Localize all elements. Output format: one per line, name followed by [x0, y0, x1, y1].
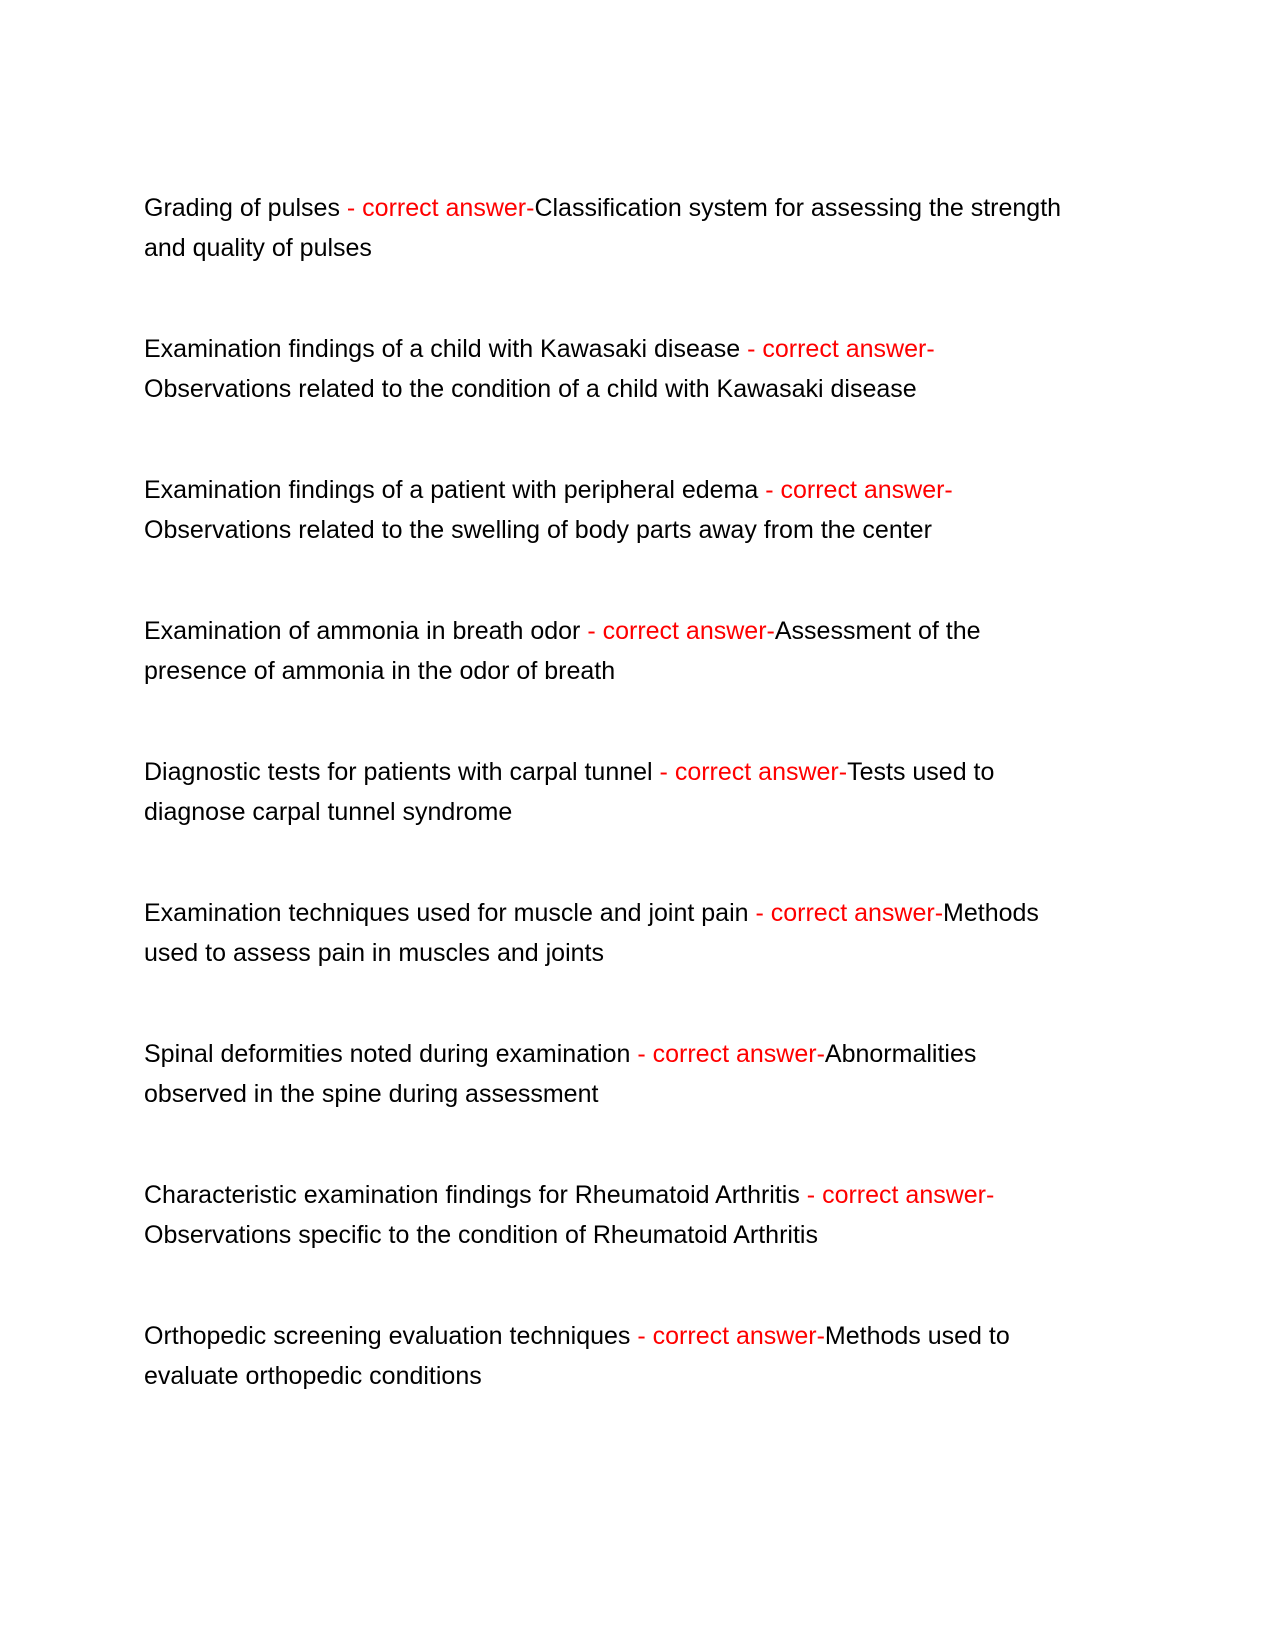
qa-entry — [144, 329, 1069, 409]
qa-entry — [144, 1316, 1069, 1396]
qa-term: Diagnostic tests for patients with carpal tunnel — [144, 758, 660, 786]
qa-definition: Observations related to the condition of a child with Kawasaki disease — [144, 375, 917, 403]
qa-entry — [144, 611, 1069, 691]
qa-definition: Assessment of the presence of ammonia in the odor of breath — [144, 617, 981, 685]
qa-definition: Tests used to diagnose carpal tunnel syndrome — [144, 758, 995, 826]
qa-entry — [144, 752, 1069, 832]
qa-definition: Observations related to the swelling of body parts away from the center — [144, 516, 932, 544]
correct-answer-marker: - correct answer- — [587, 617, 775, 645]
qa-definition: Classification system for assessing the strength and quality of pulses — [144, 194, 1062, 262]
qa-term: Characteristic examination findings for Rheumatoid Arthritis — [144, 1181, 807, 1209]
qa-definition: Observations specific to the condition of Rheumatoid Arthritis — [144, 1221, 818, 1249]
correct-answer-marker: - correct answer- — [659, 758, 848, 786]
correct-answer-marker: - correct answer- — [637, 1322, 825, 1350]
qa-term: Grading of pulses — [144, 194, 347, 222]
qa-entry — [144, 1034, 1069, 1114]
correct-answer-marker: - correct answer- — [747, 335, 935, 363]
qa-definition: Methods used to evaluate orthopedic conditions — [144, 1322, 1010, 1390]
correct-answer-marker: - correct answer- — [755, 899, 944, 927]
qa-term: Examination findings of a patient with peripheral edema — [144, 476, 766, 504]
qa-entry — [144, 188, 1069, 268]
qa-definition: Abnormalities observed in the spine during assessment — [144, 1040, 977, 1108]
correct-answer-marker: - correct answer- — [765, 476, 953, 504]
correct-answer-marker: - correct answer- — [346, 194, 535, 222]
qa-term: Examination techniques used for muscle and joint pain — [144, 899, 756, 927]
qa-term: Examination findings of a child with Kawasaki disease — [144, 335, 748, 363]
qa-entry — [144, 470, 1069, 550]
qa-entry — [144, 1175, 1069, 1255]
qa-list — [144, 188, 1069, 1396]
qa-definition: Methods used to assess pain in muscles and joints — [144, 899, 1039, 967]
qa-entry — [144, 893, 1069, 973]
qa-term: Orthopedic screening evaluation techniques — [144, 1322, 638, 1350]
correct-answer-marker: - correct answer- — [806, 1181, 995, 1209]
qa-term: Spinal deformities noted during examination — [144, 1040, 638, 1068]
qa-term: Examination of ammonia in breath odor — [144, 617, 588, 645]
correct-answer-marker: - correct answer- — [637, 1040, 825, 1068]
